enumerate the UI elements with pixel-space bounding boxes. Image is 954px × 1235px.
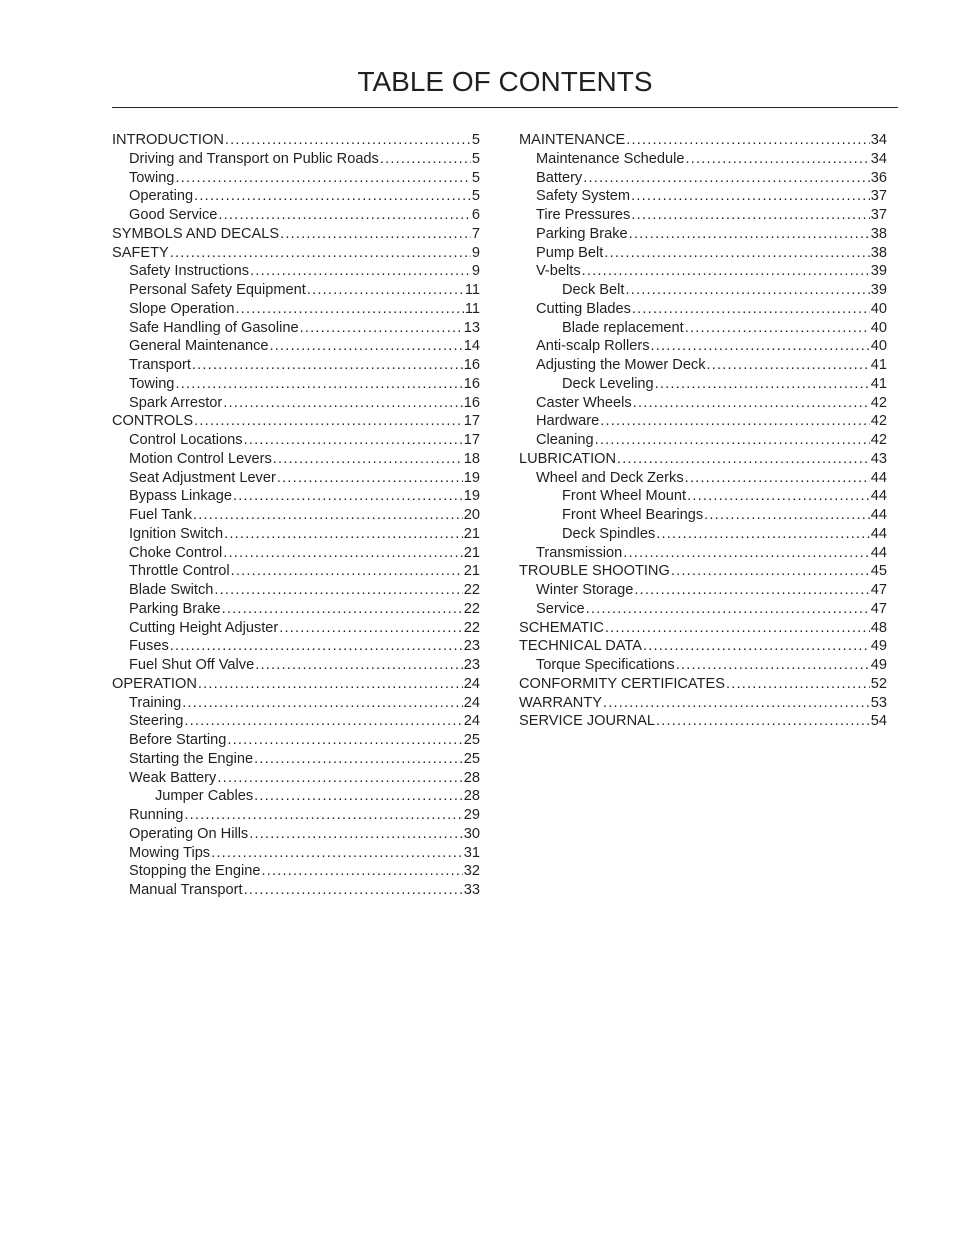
toc-entry-page-number: 21 xyxy=(463,525,480,542)
toc-entry-label: TROUBLE SHOOTING xyxy=(519,563,670,580)
toc-subsection-entry[interactable] xyxy=(112,769,480,788)
toc-entry-page-number: 40 xyxy=(870,338,887,355)
toc-subsection-entry[interactable] xyxy=(112,206,480,225)
toc-entry-label: Ignition Switch xyxy=(129,525,224,542)
toc-entry-page-number: 19 xyxy=(463,469,480,486)
dot-leader xyxy=(277,469,463,488)
toc-entry-label: Towing xyxy=(129,169,175,186)
toc-entry-page-number: 9 xyxy=(471,244,480,261)
toc-entry-page-number: 24 xyxy=(463,675,480,692)
dot-leader xyxy=(643,637,870,656)
toc-entry-label: Weak Battery xyxy=(129,769,217,786)
dot-leader xyxy=(656,525,869,544)
toc-entry-label: Cutting Blades xyxy=(536,300,631,317)
dot-leader xyxy=(726,675,870,694)
toc-entry-label: Fuel Tank xyxy=(129,507,193,523)
toc-subsection-entry[interactable] xyxy=(519,150,887,169)
toc-subsection-entry[interactable] xyxy=(112,806,480,825)
dot-leader xyxy=(582,262,870,281)
toc-subsection-entry[interactable] xyxy=(112,544,480,563)
dot-leader xyxy=(687,487,870,506)
toc-subsection-entry[interactable] xyxy=(112,881,480,900)
toc-entry-page-number: 44 xyxy=(870,488,887,505)
toc-entry-label: Safety Instructions xyxy=(129,263,250,280)
toc-subsection-entry[interactable] xyxy=(112,506,480,525)
dot-leader xyxy=(651,337,870,356)
toc-section-entry[interactable] xyxy=(519,619,887,638)
toc-subsection-entry[interactable] xyxy=(519,187,887,206)
toc-subsection-entry[interactable] xyxy=(112,431,480,450)
toc-subsection-entry[interactable] xyxy=(519,300,887,319)
toc-entry-page-number: 20 xyxy=(463,507,480,523)
toc-entry-page-number: 47 xyxy=(870,600,887,617)
dot-leader xyxy=(583,169,870,188)
dot-leader xyxy=(194,412,463,431)
toc-entry-label: Steering xyxy=(129,713,184,730)
toc-entry-page-number: 22 xyxy=(463,582,480,598)
toc-entry-page-number: 33 xyxy=(463,882,480,898)
toc-subsection-entry[interactable] xyxy=(519,169,887,188)
toc-subsection-entry[interactable] xyxy=(112,169,480,188)
toc-subsection-entry[interactable] xyxy=(519,281,887,300)
toc-subsection-entry[interactable] xyxy=(519,469,887,488)
toc-entry-page-number: 34 xyxy=(870,150,887,167)
dot-leader xyxy=(704,506,870,525)
toc-entry-label: Front Wheel Bearings xyxy=(562,507,704,523)
toc-subsection-entry[interactable] xyxy=(112,300,480,319)
toc-entry-page-number: 40 xyxy=(870,300,887,317)
toc-entry-page-number: 42 xyxy=(870,432,887,448)
toc-subsection-entry[interactable] xyxy=(112,750,480,769)
toc-entry-page-number: 28 xyxy=(463,788,480,805)
toc-subsection-entry[interactable] xyxy=(112,619,480,638)
dot-leader xyxy=(184,806,462,825)
toc-section-entry[interactable] xyxy=(112,675,480,694)
dot-leader xyxy=(182,694,463,713)
toc-entry-page-number: 5 xyxy=(471,150,480,167)
dot-leader xyxy=(307,281,464,300)
page-title: TABLE OF CONTENTS xyxy=(357,66,653,97)
toc-subsection-entry[interactable] xyxy=(112,187,480,206)
toc-subsection-entry[interactable] xyxy=(112,394,480,413)
dot-leader xyxy=(193,506,463,525)
toc-entry-label: INTRODUCTION xyxy=(112,132,224,148)
toc-entry-page-number: 44 xyxy=(870,507,887,523)
toc-section-entry[interactable] xyxy=(519,675,887,694)
toc-entry-page-number: 19 xyxy=(463,488,480,505)
toc-entry-label: Running xyxy=(129,807,184,823)
toc-entry-page-number: 41 xyxy=(870,375,887,392)
toc-entry-page-number: 24 xyxy=(463,694,480,711)
toc-entry-label: Service xyxy=(536,600,585,617)
dot-leader xyxy=(211,844,463,863)
toc-entry-page-number: 43 xyxy=(870,450,887,467)
toc-entry-label: Anti-scalp Rollers xyxy=(536,338,650,355)
toc-entry-page-number: 11 xyxy=(464,300,480,317)
dot-leader xyxy=(244,431,463,450)
toc-entry-page-number: 17 xyxy=(463,413,480,430)
dot-leader xyxy=(656,712,870,731)
toc-entry-page-number: 42 xyxy=(870,413,887,430)
toc-entry-page-number: 40 xyxy=(870,319,887,336)
toc-entry-label: SAFETY xyxy=(112,244,169,261)
toc-entry-label: Tire Pressures xyxy=(536,207,631,223)
toc-entry-page-number: 28 xyxy=(463,769,480,786)
dot-leader xyxy=(170,244,471,263)
dot-leader xyxy=(595,431,870,450)
toc-entry-label: Battery xyxy=(536,169,583,186)
toc-entry-page-number: 16 xyxy=(463,375,480,392)
toc-entry-label: Operating On Hills xyxy=(129,825,249,842)
toc-subsection-entry[interactable] xyxy=(519,375,887,394)
toc-section-entry[interactable] xyxy=(519,131,887,150)
toc-right-column xyxy=(519,131,887,731)
toc-entry-page-number: 37 xyxy=(870,188,887,205)
toc-entry-page-number: 6 xyxy=(471,207,480,223)
toc-entry-label: Manual Transport xyxy=(129,882,243,898)
dot-leader xyxy=(631,187,870,206)
dot-leader xyxy=(623,544,870,563)
toc-entry-page-number: 11 xyxy=(464,282,480,298)
toc-entry-page-number: 22 xyxy=(463,600,480,617)
toc-entry-label: Throttle Control xyxy=(129,563,230,580)
toc-entry-label: MAINTENANCE xyxy=(519,132,626,148)
dot-leader xyxy=(586,600,870,619)
toc-subsection-entry[interactable] xyxy=(519,412,887,431)
toc-subsection-entry[interactable] xyxy=(519,487,887,506)
dot-leader xyxy=(254,750,463,769)
toc-entry-label: WARRANTY xyxy=(519,694,602,711)
dot-leader xyxy=(273,450,463,469)
toc-section-entry[interactable] xyxy=(112,131,480,150)
toc-subsection-entry[interactable] xyxy=(112,844,480,863)
toc-entry-page-number: 7 xyxy=(471,225,480,242)
dot-leader xyxy=(255,656,463,675)
dot-leader xyxy=(192,356,463,375)
dot-leader xyxy=(632,300,870,319)
toc-entry-label: Driving and Transport on Public Roads xyxy=(129,150,379,167)
toc-subsection-entry[interactable] xyxy=(112,656,480,675)
toc-subsection-entry[interactable] xyxy=(519,600,887,619)
toc-entry-page-number: 29 xyxy=(463,807,480,823)
toc-entry-label: Personal Safety Equipment xyxy=(129,282,306,298)
toc-entry-label: Blade Switch xyxy=(129,582,214,598)
dot-leader xyxy=(217,769,462,788)
toc-entry-label: Seat Adjustment Lever xyxy=(129,469,276,486)
toc-entry-page-number: 23 xyxy=(463,638,480,655)
toc-subsection-entry[interactable] xyxy=(112,787,480,806)
toc-subsection-entry[interactable] xyxy=(112,562,480,581)
dot-leader xyxy=(244,881,463,900)
toc-entry-label: Pump Belt xyxy=(536,244,604,261)
dot-leader xyxy=(224,525,463,544)
toc-entry-page-number: 41 xyxy=(870,357,887,373)
toc-entry-page-number: 21 xyxy=(463,563,480,580)
toc-entry-label: Fuel Shut Off Valve xyxy=(129,657,255,673)
toc-entry-page-number: 17 xyxy=(463,432,480,448)
dot-leader xyxy=(233,487,463,506)
dot-leader xyxy=(676,656,870,675)
toc-left-column xyxy=(112,131,480,900)
toc-subsection-entry[interactable] xyxy=(112,862,480,881)
dot-leader xyxy=(707,356,870,375)
toc-entry-label: Good Service xyxy=(129,207,218,223)
dot-leader xyxy=(250,262,471,281)
toc-subsection-entry[interactable] xyxy=(519,244,887,263)
dot-leader xyxy=(249,825,463,844)
toc-entry-page-number: 24 xyxy=(463,713,480,730)
dot-leader xyxy=(380,150,471,169)
toc-entry-label: Jumper Cables xyxy=(155,788,254,805)
toc-subsection-entry[interactable] xyxy=(519,506,887,525)
toc-entry-page-number: 38 xyxy=(870,225,887,242)
dot-leader xyxy=(629,225,870,244)
toc-entry-label: Cutting Height Adjuster xyxy=(129,619,279,636)
toc-subsection-entry[interactable] xyxy=(112,337,480,356)
toc-subsection-entry[interactable] xyxy=(112,694,480,713)
dot-leader xyxy=(175,169,470,188)
toc-entry-label: SCHEMATIC xyxy=(519,619,604,636)
toc-entry-page-number: 21 xyxy=(463,544,480,561)
toc-subsection-entry[interactable] xyxy=(519,431,887,450)
dot-leader xyxy=(175,375,462,394)
toc-entry-page-number: 42 xyxy=(870,394,887,411)
toc-entry-label: V-belts xyxy=(536,263,581,280)
dot-leader xyxy=(214,581,462,600)
toc-subsection-entry[interactable] xyxy=(112,525,480,544)
toc-subsection-entry[interactable] xyxy=(519,262,887,281)
toc-entry-page-number: 5 xyxy=(471,169,480,186)
toc-subsection-entry[interactable] xyxy=(112,319,480,338)
toc-subsection-entry[interactable] xyxy=(112,450,480,469)
toc-entry-page-number: 14 xyxy=(463,338,480,355)
toc-entry-label: Winter Storage xyxy=(536,582,634,598)
dot-leader xyxy=(685,319,870,338)
toc-entry-page-number: 48 xyxy=(870,619,887,636)
dot-leader xyxy=(625,281,869,300)
toc-subsection-entry[interactable] xyxy=(112,262,480,281)
toc-subsection-entry[interactable] xyxy=(112,637,480,656)
toc-subsection-entry[interactable] xyxy=(112,469,480,488)
toc-entry-label: Parking Brake xyxy=(536,225,628,242)
dot-leader xyxy=(626,131,870,150)
dot-leader xyxy=(270,337,463,356)
dot-leader xyxy=(600,412,870,431)
toc-entry-page-number: 44 xyxy=(870,544,887,561)
toc-entry-label: Front Wheel Mount xyxy=(562,488,687,505)
toc-entry-label: Training xyxy=(129,694,182,711)
toc-section-entry[interactable] xyxy=(112,412,480,431)
toc-entry-page-number: 34 xyxy=(870,132,887,148)
toc-section-entry[interactable] xyxy=(519,637,887,656)
toc-subsection-entry[interactable] xyxy=(519,206,887,225)
toc-entry-page-number: 22 xyxy=(463,619,480,636)
toc-entry-label: Adjusting the Mower Deck xyxy=(536,357,706,373)
toc-section-entry[interactable] xyxy=(519,562,887,581)
toc-entry-label: Bypass Linkage xyxy=(129,488,233,505)
toc-section-entry[interactable] xyxy=(519,712,887,731)
dot-leader xyxy=(223,544,462,563)
toc-entry-label: Spark Arrestor xyxy=(129,394,223,411)
dot-leader xyxy=(634,581,869,600)
toc-entry-label: Choke Control xyxy=(129,544,223,561)
toc-entry-page-number: 47 xyxy=(870,582,887,598)
toc-entry-label: Caster Wheels xyxy=(536,394,632,411)
toc-entry-label: LUBRICATION xyxy=(519,450,617,467)
toc-entry-label: CONFORMITY CERTIFICATES xyxy=(519,675,725,692)
toc-entry-label: SERVICE JOURNAL xyxy=(519,713,655,730)
toc-entry-label: Wheel and Deck Zerks xyxy=(536,469,684,486)
toc-entry-label: OPERATION xyxy=(112,675,197,692)
toc-entry-page-number: 52 xyxy=(870,675,887,692)
toc-subsection-entry[interactable] xyxy=(112,375,480,394)
toc-entry-page-number: 13 xyxy=(463,319,480,336)
toc-entry-page-number: 45 xyxy=(870,563,887,580)
dot-leader xyxy=(604,244,869,263)
toc-subsection-entry[interactable] xyxy=(112,712,480,731)
toc-entry-page-number: 39 xyxy=(870,263,887,280)
toc-section-entry[interactable] xyxy=(519,450,887,469)
toc-entry-page-number: 49 xyxy=(870,638,887,655)
toc-subsection-entry[interactable] xyxy=(519,581,887,600)
toc-entry-page-number: 37 xyxy=(870,207,887,223)
toc-entry-page-number: 18 xyxy=(463,450,480,467)
dot-leader xyxy=(222,600,463,619)
toc-entry-label: Fuses xyxy=(129,638,169,655)
dot-leader xyxy=(279,619,463,638)
dot-leader xyxy=(685,150,869,169)
dot-leader xyxy=(631,206,869,225)
toc-entry-page-number: 44 xyxy=(870,525,887,542)
dot-leader xyxy=(198,675,463,694)
dot-leader xyxy=(218,206,470,225)
toc-entry-page-number: 49 xyxy=(870,657,887,673)
dot-leader xyxy=(227,731,462,750)
dot-leader xyxy=(605,619,870,638)
toc-subsection-entry[interactable] xyxy=(112,581,480,600)
toc-subsection-entry[interactable] xyxy=(519,356,887,375)
toc-entry-label: Mowing Tips xyxy=(129,844,211,861)
toc-entry-label: Starting the Engine xyxy=(129,750,254,767)
toc-entry-label: Deck Belt xyxy=(562,282,625,298)
toc-entry-label: CONTROLS xyxy=(112,413,194,430)
toc-entry-label: Torque Specifications xyxy=(536,657,675,673)
toc-entry-page-number: 5 xyxy=(471,188,480,205)
dot-leader xyxy=(280,225,471,244)
dot-leader xyxy=(671,562,870,581)
toc-subsection-entry[interactable] xyxy=(519,544,887,563)
toc-entry-page-number: 25 xyxy=(463,750,480,767)
toc-subsection-entry[interactable] xyxy=(112,281,480,300)
dot-leader xyxy=(261,862,462,881)
dot-leader xyxy=(633,394,870,413)
toc-entry-page-number: 23 xyxy=(463,657,480,673)
toc-subsection-entry[interactable] xyxy=(519,337,887,356)
toc-subsection-entry[interactable] xyxy=(112,356,480,375)
dot-leader xyxy=(223,394,462,413)
toc-subsection-entry[interactable] xyxy=(112,600,480,619)
toc-entry-label: General Maintenance xyxy=(129,338,269,355)
dot-leader xyxy=(194,187,471,206)
dot-leader xyxy=(300,319,463,338)
toc-entry-label: Deck Leveling xyxy=(562,375,654,392)
toc-entry-page-number: 5 xyxy=(471,132,480,148)
toc-entry-page-number: 53 xyxy=(870,694,887,711)
title-rule xyxy=(112,107,898,108)
toc-subsection-entry[interactable] xyxy=(112,825,480,844)
toc-entry-label: Safe Handling of Gasoline xyxy=(129,319,299,336)
toc-entry-label: Before Starting xyxy=(129,732,227,748)
toc-subsection-entry[interactable] xyxy=(519,225,887,244)
toc-entry-page-number: 38 xyxy=(870,244,887,261)
toc-entry-page-number: 16 xyxy=(463,357,480,373)
toc-entry-page-number: 36 xyxy=(870,169,887,186)
toc-section-entry[interactable] xyxy=(519,694,887,713)
toc-entry-label: Transport xyxy=(129,357,191,373)
toc-entry-label: SYMBOLS AND DECALS xyxy=(112,225,280,242)
toc-subsection-entry[interactable] xyxy=(519,525,887,544)
toc-section-entry[interactable] xyxy=(112,225,480,244)
toc-entry-label: Stopping the Engine xyxy=(129,863,261,880)
toc-entry-label: Operating xyxy=(129,188,194,205)
toc-entry-page-number: 25 xyxy=(463,732,480,748)
toc-entry-label: Towing xyxy=(129,375,175,392)
toc-subsection-entry[interactable] xyxy=(519,319,887,338)
toc-entry-label: TECHNICAL DATA xyxy=(519,638,642,655)
toc-entry-label: Safety System xyxy=(536,188,631,205)
toc-entry-page-number: 44 xyxy=(870,469,887,486)
toc-entry-label: Maintenance Schedule xyxy=(536,150,685,167)
dot-leader xyxy=(225,131,471,150)
toc-entry-page-number: 9 xyxy=(471,263,480,280)
toc-entry-label: Deck Spindles xyxy=(562,525,656,542)
dot-leader xyxy=(170,637,463,656)
toc-entry-page-number: 32 xyxy=(463,863,480,880)
toc-entry-label: Hardware xyxy=(536,413,600,430)
toc-entry-label: Cleaning xyxy=(536,432,594,448)
toc-entry-page-number: 54 xyxy=(870,713,887,730)
dot-leader xyxy=(617,450,870,469)
toc-entry-label: Parking Brake xyxy=(129,600,221,617)
toc-subsection-entry[interactable] xyxy=(519,656,887,675)
dot-leader xyxy=(231,562,463,581)
toc-entry-label: Motion Control Levers xyxy=(129,450,272,467)
toc-entry-page-number: 39 xyxy=(870,282,887,298)
toc-entry-label: Transmission xyxy=(536,544,623,561)
toc-entry-page-number: 16 xyxy=(463,394,480,411)
dot-leader xyxy=(184,712,462,731)
dot-leader xyxy=(254,787,463,806)
dot-leader xyxy=(655,375,870,394)
toc-entry-label: Control Locations xyxy=(129,432,243,448)
dot-leader xyxy=(685,469,870,488)
toc-subsection-entry[interactable] xyxy=(112,731,480,750)
toc-entry-label: Slope Operation xyxy=(129,300,235,317)
toc-section-entry[interactable] xyxy=(112,244,480,263)
toc-subsection-entry[interactable] xyxy=(112,487,480,506)
toc-subsection-entry[interactable] xyxy=(519,394,887,413)
dot-leader xyxy=(603,694,870,713)
toc-entry-page-number: 31 xyxy=(463,844,480,861)
toc-entry-page-number: 30 xyxy=(463,825,480,842)
toc-entry-label: Blade replacement xyxy=(562,319,684,336)
dot-leader xyxy=(235,300,463,319)
toc-subsection-entry[interactable] xyxy=(112,150,480,169)
